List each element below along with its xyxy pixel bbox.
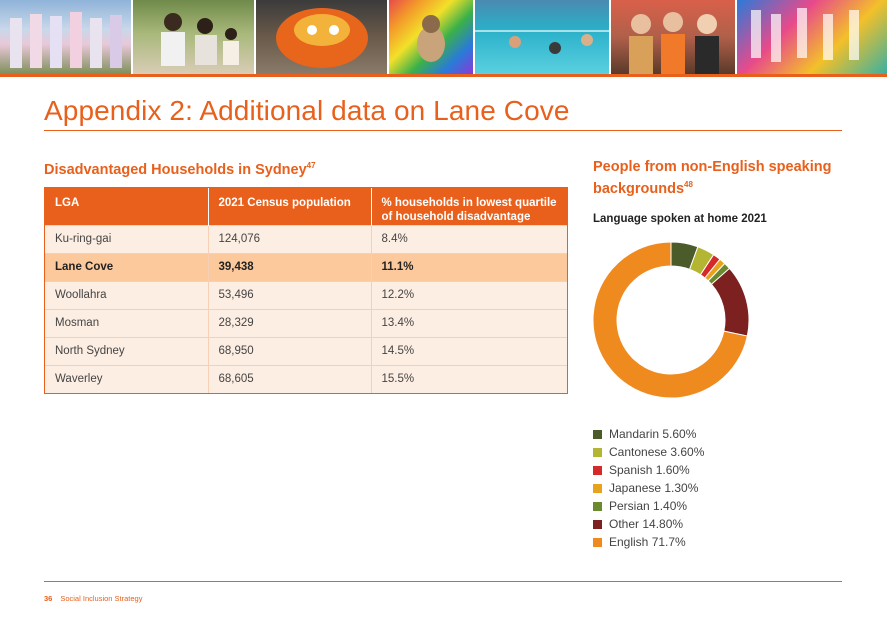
table-header-row bbox=[45, 188, 567, 225]
cell-percent: 13.4% bbox=[371, 309, 567, 337]
table-row bbox=[45, 225, 567, 253]
banner-divider bbox=[0, 74, 887, 77]
table-heading-footnote: 47 bbox=[306, 161, 316, 170]
photo-banner bbox=[0, 0, 887, 74]
table-row bbox=[45, 365, 567, 393]
legend-swatch bbox=[593, 520, 602, 529]
cell-population: 68,605 bbox=[208, 365, 371, 393]
legend-label: Other 14.80% bbox=[609, 517, 684, 531]
legend-item-english bbox=[593, 533, 704, 551]
cell-lga: Woollahra bbox=[45, 281, 208, 309]
cell-percent: 12.2% bbox=[371, 281, 567, 309]
chart-legend bbox=[593, 425, 704, 551]
legend-swatch bbox=[593, 430, 602, 439]
photo-swimming-pool bbox=[475, 0, 611, 74]
cell-lga: North Sydney bbox=[45, 337, 208, 365]
cell-population: 28,329 bbox=[208, 309, 371, 337]
legend-item-persian bbox=[593, 497, 704, 515]
page-number: 36 bbox=[44, 594, 53, 603]
photo-welcome-mural bbox=[737, 0, 887, 74]
disadvantage-table bbox=[44, 187, 568, 394]
table-row bbox=[45, 337, 567, 365]
legend-swatch bbox=[593, 484, 602, 493]
legend-swatch bbox=[593, 466, 602, 475]
legend-label: Persian 1.40% bbox=[609, 499, 688, 513]
cell-population: 53,496 bbox=[208, 281, 371, 309]
legend-label: Spanish 1.60% bbox=[609, 463, 690, 477]
photo-dancers bbox=[0, 0, 133, 74]
chart-section-heading bbox=[593, 158, 853, 198]
photo-lion-dance bbox=[256, 0, 389, 74]
cell-percent: 14.5% bbox=[371, 337, 567, 365]
table-row bbox=[45, 309, 567, 337]
cell-percent: 8.4% bbox=[371, 225, 567, 253]
legend-label: Cantonese 3.60% bbox=[609, 445, 705, 459]
footer-divider bbox=[44, 581, 842, 582]
legend-label: English 71.7% bbox=[609, 535, 686, 549]
legend-item-japanese bbox=[593, 479, 704, 497]
page-title: Appendix 2: Additional data on Lane Cove bbox=[44, 95, 570, 126]
cell-population: 68,950 bbox=[208, 337, 371, 365]
table-row-highlight bbox=[45, 253, 567, 281]
legend-item-spanish bbox=[593, 461, 704, 479]
cell-lga: Waverley bbox=[45, 365, 208, 393]
photo-women-smiling bbox=[611, 0, 737, 74]
legend-item-mandarin bbox=[593, 425, 704, 443]
cell-percent: 15.5% bbox=[371, 365, 567, 393]
legend-swatch bbox=[593, 502, 602, 511]
footer bbox=[44, 594, 142, 603]
cell-population: 124,076 bbox=[208, 225, 371, 253]
legend-swatch bbox=[593, 538, 602, 547]
cell-percent: 11.1% bbox=[371, 253, 567, 281]
title-divider bbox=[44, 130, 842, 131]
cell-lga: Ku-ring-gai bbox=[45, 225, 208, 253]
col-header-population: 2021 Census population bbox=[208, 188, 371, 225]
cell-population: 39,438 bbox=[208, 253, 371, 281]
legend-label: Mandarin 5.60% bbox=[609, 427, 697, 441]
language-donut-chart bbox=[591, 240, 751, 400]
chart-section-heading-text: People from non-English speaking backgrounds bbox=[593, 159, 832, 197]
chart-section-heading-footnote: 48 bbox=[684, 180, 693, 189]
legend-item-other bbox=[593, 515, 704, 533]
chart-title: Language spoken at home 2021 bbox=[593, 213, 767, 225]
footer-doc-title: Social Inclusion Strategy bbox=[60, 594, 143, 603]
cell-lga: Lane Cove bbox=[45, 253, 208, 281]
legend-label: Japanese 1.30% bbox=[609, 481, 699, 495]
photo-family bbox=[133, 0, 256, 74]
cell-lga: Mosman bbox=[45, 309, 208, 337]
legend-swatch bbox=[593, 448, 602, 457]
photo-dog-rainbow bbox=[389, 0, 475, 74]
legend-item-cantonese bbox=[593, 443, 704, 461]
table-heading bbox=[44, 157, 316, 179]
table-heading-text: Disadvantaged Households in Sydney bbox=[44, 161, 307, 178]
col-header-percent: % households in lowest quartile of household disadvantage bbox=[371, 188, 567, 225]
col-header-lga: LGA bbox=[45, 188, 208, 225]
table-row bbox=[45, 281, 567, 309]
